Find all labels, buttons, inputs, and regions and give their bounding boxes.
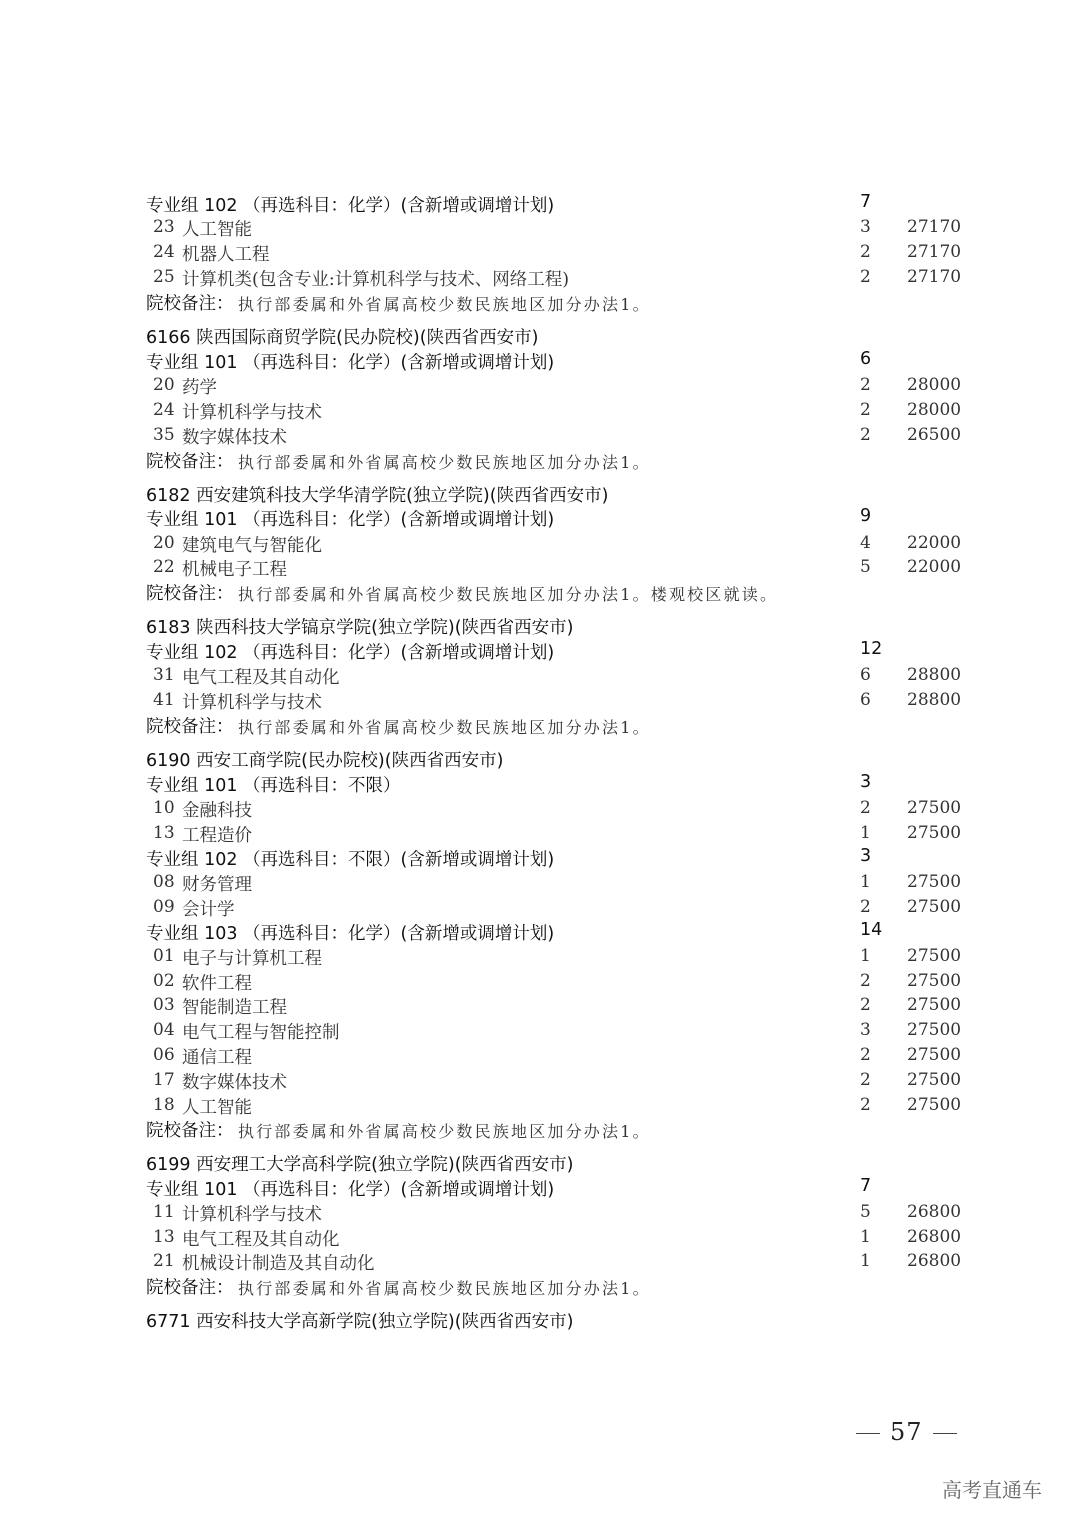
major-count: 1: [860, 823, 871, 843]
major-name: 建筑电气与智能化: [182, 536, 322, 556]
major-name: 工程造价: [182, 826, 252, 846]
major-fee: 28800: [907, 665, 962, 685]
major-name: 数字媒体技术: [182, 1073, 287, 1093]
major-name: 电气工程与智能控制: [182, 1023, 340, 1043]
group-count: 9: [860, 506, 872, 526]
group-count: 3: [860, 772, 872, 792]
major-fee: 26500: [907, 425, 962, 445]
major-fee: 27500: [907, 798, 962, 818]
major-name: 机械电子工程: [182, 560, 287, 580]
major-count: 2: [860, 267, 871, 287]
note-label: 院校备注：: [146, 294, 234, 314]
major-fee: 27500: [907, 872, 962, 892]
note-text: 执行部委属和外省属高校少数民族地区加分办法1。: [238, 453, 651, 472]
major-code: 35: [153, 425, 175, 445]
group-title: 专业组 101 （再选科目：不限）: [146, 776, 401, 796]
major-fee: 27500: [907, 1045, 962, 1065]
major-code: 41: [153, 690, 175, 710]
note-text: 执行部委属和外省属高校少数民族地区加分办法1。: [238, 1279, 651, 1298]
major-name: 计算机类(包含专业:计算机科学与技术、网络工程): [182, 270, 570, 290]
note-label: 院校备注：: [146, 1278, 234, 1298]
major-name: 药学: [182, 378, 217, 398]
major-code: 03: [153, 995, 175, 1015]
note-label: 院校备注：: [146, 717, 234, 737]
note-label: 院校备注：: [146, 584, 234, 604]
major-count: 6: [860, 690, 871, 710]
major-code: 06: [153, 1045, 175, 1065]
college-title: 6182 西安建筑科技大学华清学院(独立学院)(陕西省西安市): [146, 486, 609, 506]
major-name: 电气工程及其自动化: [182, 1230, 340, 1250]
major-fee: 28800: [907, 690, 962, 710]
major-code: 09: [153, 897, 175, 917]
major-name: 数字媒体技术: [182, 428, 287, 448]
major-count: 1: [860, 872, 871, 892]
major-fee: 27170: [907, 267, 962, 287]
major-fee: 26800: [907, 1202, 962, 1222]
major-name: 通信工程: [182, 1048, 252, 1068]
major-count: 2: [860, 1070, 871, 1090]
major-name: 软件工程: [182, 974, 252, 994]
major-name: 人工智能: [182, 1098, 252, 1118]
major-fee: 27170: [907, 217, 962, 237]
major-code: 31: [153, 665, 175, 685]
major-count: 3: [860, 217, 871, 237]
major-code: 17: [153, 1070, 175, 1090]
major-fee: 27500: [907, 971, 962, 991]
major-name: 机器人工程: [182, 245, 270, 265]
college-title: 6771 西安科技大学高新学院(独立学院)(陕西省西安市): [146, 1312, 574, 1332]
group-count: 14: [860, 920, 883, 940]
major-name: 会计学: [182, 900, 235, 920]
major-name: 电气工程及其自动化: [182, 668, 340, 688]
major-count: 2: [860, 897, 871, 917]
major-count: 5: [860, 557, 871, 577]
major-code: 18: [153, 1095, 175, 1115]
major-code: 23: [153, 217, 175, 237]
major-fee: 27170: [907, 242, 962, 262]
group-title: 专业组 102 （再选科目：化学）(含新增或调增计划): [146, 196, 555, 216]
major-fee: 22000: [907, 557, 962, 577]
major-code: 20: [153, 533, 175, 553]
group-title: 专业组 101 （再选科目：化学）(含新增或调增计划): [146, 1180, 555, 1200]
dash-right: [933, 1433, 957, 1434]
college-title: 6199 西安理工大学高科学院(独立学院)(陕西省西安市): [146, 1155, 574, 1175]
note-text: 执行部委属和外省属高校少数民族地区加分办法1。楼观校区就读。: [238, 585, 779, 604]
watermark: 高考直通车: [942, 1478, 1042, 1502]
group-count: 3: [860, 846, 872, 866]
college-title: 6183 陕西科技大学镐京学院(独立学院)(陕西省西安市): [146, 618, 574, 638]
note-text: 执行部委属和外省属高校少数民族地区加分办法1。: [238, 1122, 651, 1141]
major-fee: 26800: [907, 1251, 962, 1271]
group-title: 专业组 102 （再选科目：化学）(含新增或调增计划): [146, 643, 555, 663]
major-fee: 27500: [907, 995, 962, 1015]
major-fee: 27500: [907, 897, 962, 917]
major-count: 5: [860, 1202, 871, 1222]
major-name: 人工智能: [182, 220, 252, 240]
note-text: 执行部委属和外省属高校少数民族地区加分办法1。: [238, 718, 651, 737]
major-code: 08: [153, 872, 175, 892]
major-code: 11: [153, 1202, 175, 1222]
major-count: 2: [860, 1045, 871, 1065]
major-count: 4: [860, 533, 871, 553]
major-fee: 27500: [907, 1095, 962, 1115]
major-count: 3: [860, 1020, 871, 1040]
major-count: 6: [860, 665, 871, 685]
major-count: 2: [860, 798, 871, 818]
major-name: 金融科技: [182, 801, 252, 821]
major-name: 财务管理: [182, 875, 252, 895]
major-fee: 22000: [907, 533, 962, 553]
major-count: 1: [860, 946, 871, 966]
major-count: 2: [860, 242, 871, 262]
major-count: 1: [860, 1227, 871, 1247]
major-fee: 27500: [907, 1020, 962, 1040]
major-code: 24: [153, 242, 175, 262]
group-title: 专业组 101 （再选科目：化学）(含新增或调增计划): [146, 510, 555, 530]
major-name: 机械设计制造及其自动化: [182, 1254, 375, 1274]
college-title: 6166 陕西国际商贸学院(民办院校)(陕西省西安市): [146, 328, 539, 348]
major-code: 02: [153, 971, 175, 991]
major-code: 22: [153, 557, 175, 577]
major-fee: 27500: [907, 1070, 962, 1090]
major-name: 电子与计算机工程: [182, 949, 322, 969]
major-count: 2: [860, 971, 871, 991]
dash-left: [856, 1433, 880, 1434]
major-count: 2: [860, 400, 871, 420]
major-code: 24: [153, 400, 175, 420]
major-fee: 26800: [907, 1227, 962, 1247]
major-count: 2: [860, 375, 871, 395]
page-number: [846, 1418, 967, 1446]
major-name: 计算机科学与技术: [182, 1205, 322, 1225]
major-code: 13: [153, 1227, 175, 1247]
major-code: 01: [153, 946, 175, 966]
major-count: 1: [860, 1251, 871, 1271]
major-name: 智能制造工程: [182, 998, 287, 1018]
major-count: 2: [860, 425, 871, 445]
group-title: 专业组 103 （再选科目：化学）(含新增或调增计划): [146, 924, 555, 944]
group-count: 12: [860, 639, 883, 659]
group-count: 7: [860, 1176, 872, 1196]
group-count: 6: [860, 349, 872, 369]
major-code: 21: [153, 1251, 175, 1271]
major-count: 2: [860, 1095, 871, 1115]
major-fee: 28000: [907, 400, 962, 420]
note-label: 院校备注：: [146, 1121, 234, 1141]
major-fee: 27500: [907, 823, 962, 843]
group-title: 专业组 102 （再选科目：不限）(含新增或调增计划): [146, 850, 555, 870]
page-number-value: 57: [890, 1418, 923, 1446]
major-code: 10: [153, 798, 175, 818]
major-name: 计算机科学与技术: [182, 403, 322, 423]
group-count: 7: [860, 192, 872, 212]
major-fee: 27500: [907, 946, 962, 966]
major-code: 13: [153, 823, 175, 843]
major-code: 20: [153, 375, 175, 395]
major-code: 25: [153, 267, 175, 287]
group-title: 专业组 101 （再选科目：化学）(含新增或调增计划): [146, 353, 555, 373]
major-name: 计算机科学与技术: [182, 693, 322, 713]
major-code: 04: [153, 1020, 175, 1040]
major-count: 2: [860, 995, 871, 1015]
major-fee: 28000: [907, 375, 962, 395]
note-label: 院校备注：: [146, 452, 234, 472]
note-text: 执行部委属和外省属高校少数民族地区加分办法1。: [238, 295, 651, 314]
college-title: 6190 西安工商学院(民办院校)(陕西省西安市): [146, 751, 504, 771]
